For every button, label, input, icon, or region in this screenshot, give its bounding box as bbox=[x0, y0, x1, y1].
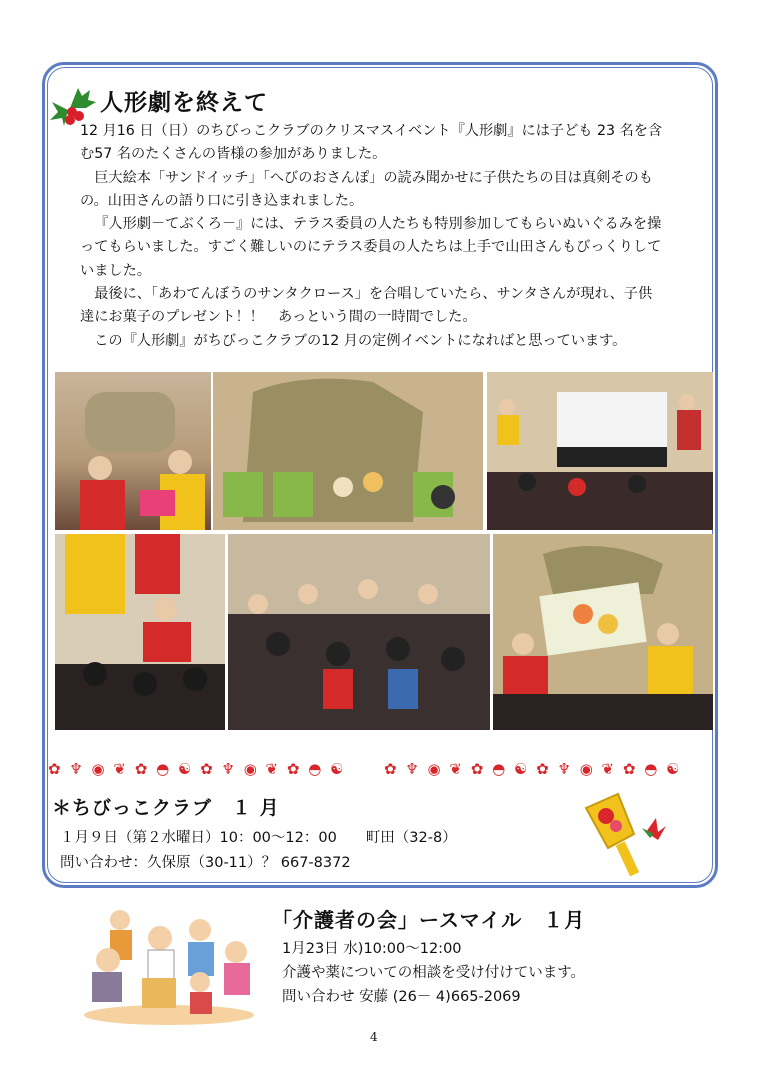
page-number: 4 bbox=[370, 1030, 378, 1044]
club-title bbox=[52, 793, 280, 820]
photo-audience-screen bbox=[487, 372, 713, 530]
photo-collage bbox=[55, 372, 713, 732]
club-date: １月９日（第２水曜日）10：00〜12：00 町田（32-8） bbox=[60, 830, 457, 846]
photo-performers bbox=[55, 372, 211, 530]
smile-date: 1月23日 水)10:00〜12:00 bbox=[282, 941, 462, 957]
smile-description: 介護や薬についての相談を受け付けています。 bbox=[282, 965, 586, 981]
family-mochi-illustration bbox=[80, 900, 258, 1025]
hagoita-paddle-icon bbox=[578, 788, 668, 882]
article-body bbox=[80, 120, 665, 353]
club-contact: 問い合わせ：久保原（30-11）？ 667-8372 bbox=[60, 855, 351, 871]
photo-glove-stage bbox=[213, 372, 483, 530]
article-paragraph: 巨大絵本「サンドイッチ」「へびのおさんぽ」の読み聞かせに子供たちの目は真剣そのもの。山田さんの語り口に引き込まれました。 bbox=[80, 169, 653, 209]
smile-contact: 問い合わせ 安藤 (26－ 4)665-2069 bbox=[282, 989, 521, 1005]
decorative-border-left: ✿ ♆ ◉ ❦ ✿ ◓ ☯ ✿ ♆ ◉ ❦ ✿ ◓ ☯ bbox=[48, 760, 346, 778]
article-paragraph: この『人形劇』がちびっこクラブの12 月の定例イベントになればと思っています。 bbox=[94, 332, 627, 349]
asterisk-icon: ＊ bbox=[52, 797, 73, 819]
smile-title: 「介護者の会」ースマイル １月 bbox=[272, 908, 586, 932]
decorative-border-right: ✿ ♆ ◉ ❦ ✿ ◓ ☯ ✿ ♆ ◉ ❦ ✿ ◓ ☯ bbox=[384, 760, 682, 778]
club-title-text: ちびっこクラブ １ 月 bbox=[72, 797, 280, 819]
photo-crowd bbox=[228, 534, 490, 730]
article-title: 人形劇を終えて bbox=[100, 90, 268, 116]
article-paragraph: 最後に、「あわてんぼうのサンタクロース」を合唱していたら、サンタさんが現れ、子供達にお菓子のプレゼント！！ あっという間の一時間でした。 bbox=[80, 286, 653, 326]
article-paragraph: 12 月16 日（日）のちびっこクラブのクリスマスイベント『人形劇』には子ども 23 名を含む57 名のたくさんの皆様の参加がありました。 bbox=[80, 123, 663, 163]
photo-santa bbox=[55, 534, 225, 730]
article-paragraph: 『人形劇－てぶくろ－』には、テラス委員の人たちも特別参加してもらいぬいぐるみを操ってもらいました。すごく難しいのにテラス委員の人たちは上手で山田さんもびっくりしていました。 bbox=[80, 216, 662, 279]
photo-picture-book bbox=[493, 534, 713, 730]
